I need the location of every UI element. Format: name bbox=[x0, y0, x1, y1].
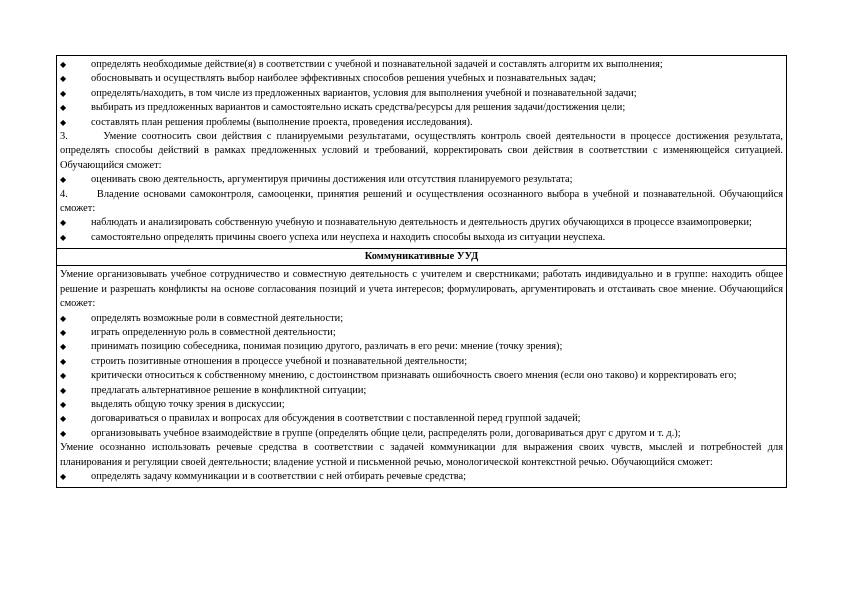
bullet-icon: ◆ bbox=[60, 175, 67, 185]
regulatory-cell bbox=[57, 56, 786, 248]
bullet-icon: ◆ bbox=[60, 342, 67, 352]
list-item bbox=[60, 58, 783, 72]
list-item bbox=[60, 116, 783, 130]
list-item bbox=[60, 326, 783, 340]
list-item-text: играть определенную роль в совместной деятельности; bbox=[91, 326, 336, 338]
bullet-icon: ◆ bbox=[60, 327, 67, 337]
list-item bbox=[60, 340, 783, 354]
list-item-text: выделять общую точку зрения в дискуссии; bbox=[91, 398, 285, 410]
bullet-list-c bbox=[60, 216, 783, 245]
bullet-list-d bbox=[60, 312, 783, 442]
bullet-icon: ◆ bbox=[60, 399, 67, 409]
list-item bbox=[60, 312, 783, 326]
list-item-text: критически относиться к собственному мнению, с достоинством признавать ошибочность своего мнения (если оно таково) и корректировать его; bbox=[91, 370, 737, 382]
list-item-text: выбирать из предложенных вариантов и самостоятельно искать средства/ресурсы для решения задачи/достижения цели; bbox=[91, 102, 626, 114]
document-page bbox=[56, 55, 787, 488]
bullet-icon: ◆ bbox=[60, 88, 67, 98]
list-item bbox=[60, 412, 783, 426]
bullet-icon: ◆ bbox=[60, 60, 67, 69]
paragraph-4: 4. Владение основами самоконтроля, самооценки, принятия решений и осуществления осознанного выбора в учебной и познавательной. Обучающийся сможет: bbox=[60, 188, 783, 215]
list-item bbox=[60, 173, 783, 187]
section-header: Коммуникативные УУД bbox=[57, 248, 786, 266]
communicative-cell bbox=[57, 266, 786, 487]
list-item-text: договариваться о правилах и вопросах для обсуждения в соответствии с поставленной перед группой задачей; bbox=[91, 413, 581, 425]
paragraph-3: 3. Умение соотносить свои действия с планируемыми результатами, осуществлять контроль своей деятельности в процессе достижения результата, определять способы действий в рамках предложенных условий и требований, корректировать свои действия в соответствии с изменяющейся ситуацией. Обучающийся сможет: bbox=[60, 131, 783, 171]
paragraph-speech: Умение осознанно использовать речевые средства в соответствии с задачей коммуникации для выражения своих чувств, мыслей и потребностей для планирования и регуляции своей деятельности; владение устной и письменной речью, монологической контекстной речью. Обучающийся сможет: bbox=[60, 442, 783, 468]
list-item-text: строить позитивные отношения в процессе учебной и познавательной деятельности; bbox=[91, 355, 468, 367]
list-item-text: предлагать альтернативное решение в конфликтной ситуации; bbox=[91, 384, 367, 396]
intro-paragraph: Умение организовывать учебное сотрудничество и совместную деятельность с учителем и сверстниками; работать индивидуально и в группе: находить общее решение и разрешать конфликты на основе согласования позиций и учета интересов; формулировать, аргументировать и отстаивать свое мнение. Обучающийся сможет: bbox=[60, 269, 783, 310]
list-item bbox=[60, 427, 783, 441]
list-item-text: определять/находить, в том числе из предложенных вариантов, условия для выполнения учебной и познавательной задачи; bbox=[91, 87, 637, 99]
bullet-icon: ◆ bbox=[60, 414, 67, 424]
list-item-text: обосновывать и осуществлять выбор наиболее эффективных способов решения учебных и познавательных задач; bbox=[91, 73, 597, 85]
list-item bbox=[60, 470, 783, 484]
bullet-icon: ◆ bbox=[60, 385, 67, 395]
list-item-text: принимать позицию собеседника, понимая позицию другого, различать в его речи: мнение (точку зрения); bbox=[91, 341, 563, 353]
bullet-icon: ◆ bbox=[60, 313, 67, 323]
list-item-text: определять необходимые действие(я) в соответствии с учебной и познавательной задачей и составлять алгоритм их выполнения; bbox=[91, 59, 663, 70]
bullet-icon: ◆ bbox=[60, 232, 67, 242]
bullet-icon: ◆ bbox=[60, 117, 67, 127]
list-item bbox=[60, 101, 783, 115]
bullet-icon: ◆ bbox=[60, 471, 67, 481]
bullet-icon: ◆ bbox=[60, 428, 67, 438]
list-item bbox=[60, 216, 783, 230]
bullet-list-a bbox=[60, 58, 783, 130]
list-item-text: оценивать свою деятельность, аргументируя причины достижения или отсутствия планируемого результата; bbox=[91, 174, 573, 186]
list-item bbox=[60, 398, 783, 412]
bullet-icon: ◆ bbox=[60, 371, 67, 381]
bullet-icon: ◆ bbox=[60, 218, 67, 228]
list-item bbox=[60, 87, 783, 101]
list-item bbox=[60, 72, 783, 86]
list-item bbox=[60, 355, 783, 369]
bullet-icon: ◆ bbox=[60, 356, 67, 366]
table bbox=[56, 55, 787, 488]
bullet-list-e bbox=[60, 470, 783, 484]
list-item-text: определять возможные роли в совместной деятельности; bbox=[91, 312, 344, 324]
list-item bbox=[60, 231, 783, 245]
bullet-icon: ◆ bbox=[60, 74, 67, 84]
bullet-icon: ◆ bbox=[60, 103, 67, 113]
list-item-text: наблюдать и анализировать собственную учебную и познавательную деятельность и деятельность других обучающихся в процессе взаимопроверки; bbox=[91, 217, 752, 229]
list-item-text: определять задачу коммуникации и в соответствии с ней отбирать речевые средства; bbox=[91, 470, 466, 482]
list-item bbox=[60, 369, 783, 383]
bullet-list-b bbox=[60, 173, 783, 187]
list-item-text: организовывать учебное взаимодействие в группе (определять общие цели, распределять роли, договариваться друг с другом и т. д.); bbox=[91, 427, 681, 439]
list-item bbox=[60, 384, 783, 398]
list-item-text: составлять план решения проблемы (выполнение проекта, проведения исследования). bbox=[91, 116, 473, 128]
list-item-text: самостоятельно определять причины своего успеха или неуспеха и находить способы выхода из ситуации неуспеха. bbox=[91, 231, 606, 243]
